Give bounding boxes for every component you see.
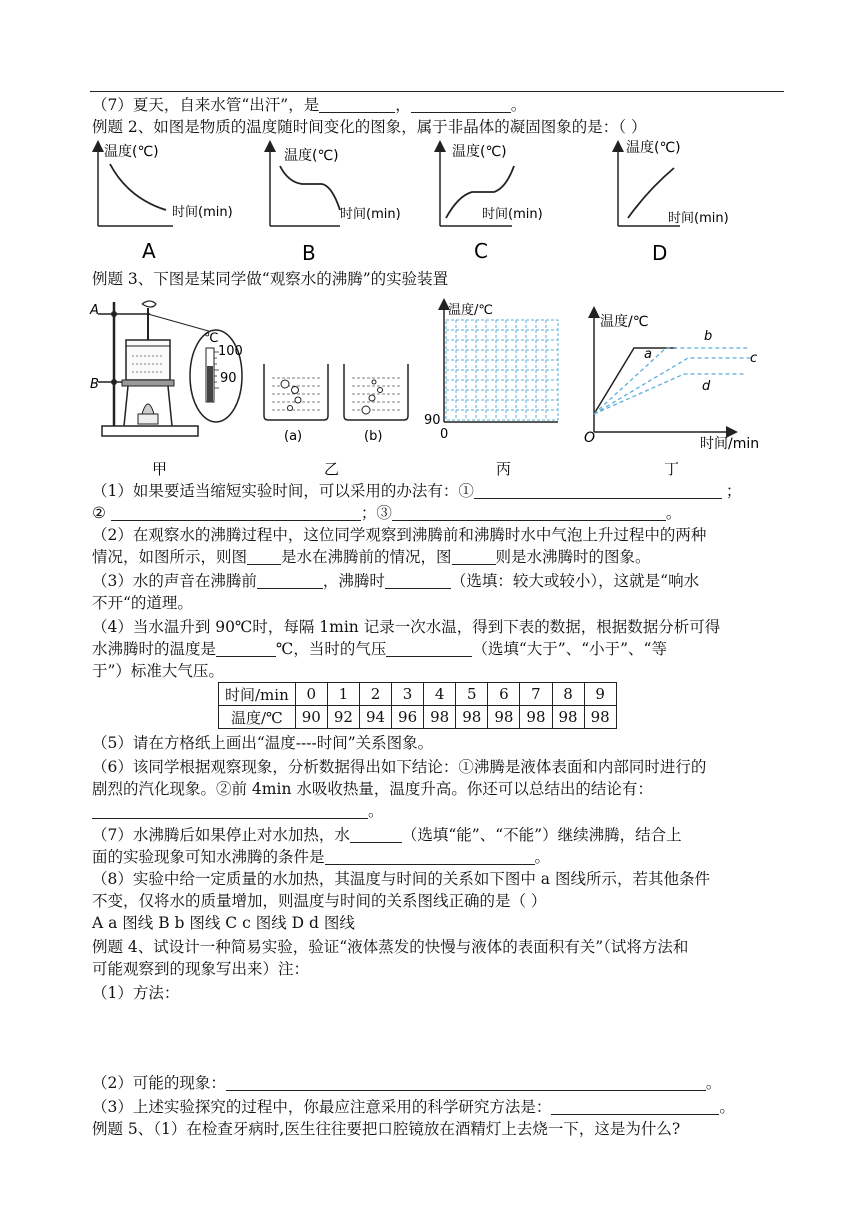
- ding-x-label: 时间/min: [700, 436, 760, 452]
- table-cell: 92: [327, 706, 359, 729]
- answer-blank[interactable]: [392, 504, 666, 521]
- q3-text-2: ，沸腾时: [322, 572, 385, 590]
- table-cell: 5: [456, 683, 488, 706]
- period: 。: [719, 1098, 735, 1116]
- y-label: 温度(℃): [626, 140, 681, 156]
- q8-line-b: 不变，仅将水的质量增加，则温度与时间的关系图线正确的是（ ）: [92, 892, 547, 910]
- y-label: 温度(℃): [452, 144, 507, 160]
- line-a: [594, 348, 676, 414]
- beaker-b-label: (b): [364, 429, 383, 444]
- figure-ding-lines: [584, 312, 759, 478]
- period: 。: [705, 1074, 722, 1092]
- answer-blank[interactable]: [411, 96, 511, 113]
- answer-blank[interactable]: [111, 504, 361, 521]
- table-cell: 96: [392, 706, 424, 729]
- x-label: 时间(min): [340, 207, 401, 222]
- circled-2: ②: [92, 504, 106, 522]
- semicolon: ；: [725, 482, 742, 500]
- answer-blank[interactable]: [247, 548, 281, 565]
- answer-blank[interactable]: [216, 640, 276, 657]
- y-label: 温度(℃): [104, 144, 159, 160]
- line-d: [594, 374, 746, 414]
- q7-top-text: （7）夏天，自来水管“出汗”，是: [92, 96, 320, 114]
- q4-text-2: ℃，当时的气压: [276, 640, 387, 658]
- thermo-90: 90: [220, 371, 237, 386]
- figure-label: 乙: [324, 460, 340, 478]
- period: 。: [510, 96, 527, 114]
- figure-label: 甲: [152, 460, 168, 478]
- q6-line-a: （6）该同学根据观察现象，分析数据得出如下结论：①沸腾是液体表面和内部同时进行的: [92, 758, 707, 776]
- table-cell: 8: [552, 683, 584, 706]
- q7-text-3: 面的实验现象可知水沸腾的条件是: [92, 848, 325, 866]
- q3-text-1: （3）水的声音在沸腾前: [92, 572, 257, 590]
- table-cell: 98: [552, 706, 584, 729]
- q3-line-b: 不开“的道理。: [92, 594, 193, 612]
- table-cell: 2: [359, 683, 391, 706]
- circled-3: ；③: [360, 504, 392, 522]
- table-cell: 时间/min: [219, 683, 296, 706]
- q4-line-b: [92, 638, 792, 660]
- q7-line-b: [92, 846, 792, 868]
- example5-question: 例题 5、（1）在检查牙病时,医生往往要把口腔镜放在酒精灯上去烧一下，这是为什么?: [92, 1120, 681, 1138]
- table-cell: 98: [424, 706, 456, 729]
- table-cell: 0: [295, 683, 327, 706]
- example3-intro: 例题 3、下图是某同学做“观察水的沸腾”的实验装置: [92, 270, 449, 288]
- example4-method-note: [92, 1096, 792, 1118]
- q1-line-a: [92, 480, 792, 502]
- answer-blank[interactable]: [386, 640, 472, 657]
- grid-y0: 90: [424, 413, 441, 428]
- q1-line-b: [92, 502, 792, 524]
- x-label: 时间(min): [172, 205, 233, 220]
- line-b: [594, 348, 748, 414]
- option-letter: D: [652, 241, 668, 265]
- table-cell: 90: [295, 706, 327, 729]
- figure-bing-grid: [424, 302, 558, 478]
- q2-text-3: 则是水沸腾时的图象。: [495, 548, 651, 566]
- table-cell: 98: [488, 706, 520, 729]
- graph-c: [440, 143, 543, 263]
- table-cell: 7: [520, 683, 552, 706]
- q2-text-1: 情况，如图所示，则图: [92, 548, 248, 566]
- example4-phenomenon: [92, 1072, 792, 1094]
- line-c: [594, 358, 752, 414]
- table-row: [219, 683, 617, 706]
- figure-label: 丙: [496, 460, 512, 478]
- example3-figures: [88, 292, 788, 482]
- graph-d: [618, 139, 729, 265]
- beaker-a-label: (a): [284, 429, 303, 444]
- table-cell: 4: [424, 683, 456, 706]
- figure-jia-apparatus: [89, 301, 243, 478]
- table-cell: 3: [392, 683, 424, 706]
- y-label: 温度(℃): [284, 148, 339, 164]
- figure-label: 丁: [664, 460, 680, 478]
- q6-line-c: [92, 800, 792, 822]
- table-cell: 98: [456, 706, 488, 729]
- q8-options: A a 图线 B b 图线 C c 图线 D d 图线: [92, 914, 355, 932]
- q4-text-1: 水沸腾时的温度是: [92, 640, 217, 658]
- example4-line-b: 可能观察到的现象写出来）注：: [92, 960, 310, 978]
- q4-line-c: 于”）标准大气压。: [92, 662, 224, 680]
- grid-lines: [446, 320, 558, 420]
- q2-line-a: （2）在观察水的沸腾过程中，这位同学观察到沸腾前和沸腾时水中气泡上升过程中的两种: [92, 526, 707, 544]
- answer-blank[interactable]: [350, 826, 402, 843]
- option-letter: B: [302, 241, 316, 265]
- q2-text-2: 是水在沸腾前的情况，图: [281, 548, 452, 566]
- q7-text-1: （7）水沸腾后如果停止对水加热，水: [92, 826, 350, 844]
- example2-graphs: [88, 138, 768, 266]
- example4-line-a: 例题 4、试设计一种简易实验，验证“液体蒸发的快慢与液体的表面积有关”（试将方法和: [92, 938, 689, 956]
- figure-yi-beakers: [264, 364, 408, 478]
- answer-blank[interactable]: [325, 848, 535, 865]
- answer-blank[interactable]: [226, 1074, 706, 1091]
- thermo-100: 100: [218, 344, 243, 359]
- q6-line-b: 剧烈的汽化现象。②前 4min 水吸收热量，温度升高。你还可以总结出的结论有：: [92, 780, 653, 798]
- data-table: [218, 682, 617, 729]
- table-cell: 温度/℃: [219, 706, 296, 729]
- graph-b: [270, 146, 401, 265]
- phenomenon-label: （2）可能的现象：: [92, 1074, 226, 1092]
- example2-question: 例题 2、如图是物质的温度随时间变化的图象，属于非晶体的凝固图象的是：（ ）: [92, 118, 647, 136]
- option-letter: A: [142, 239, 156, 263]
- q2-line-b: [92, 546, 792, 568]
- thermo-unit: ℃: [204, 331, 219, 346]
- table-cell: 9: [584, 683, 616, 706]
- answer-blank[interactable]: [92, 802, 368, 819]
- example4-method: （1）方法：: [92, 984, 180, 1002]
- table-cell: 94: [359, 706, 391, 729]
- grid-x0: 0: [440, 427, 449, 442]
- q3-line-a: [92, 570, 792, 592]
- curve-label-b: b: [704, 329, 713, 344]
- top-rule: [90, 91, 784, 92]
- separator: ，: [395, 96, 411, 114]
- curve-label-d: d: [702, 379, 711, 394]
- answer-blank[interactable]: [474, 482, 722, 499]
- x-label: 时间(min): [482, 207, 543, 222]
- q5-line: （5）请在方格纸上画出“温度----时间”关系图象。: [92, 734, 434, 752]
- q1-text: （1）如果要适当缩短实验时间，可以采用的办法有：①: [92, 482, 474, 500]
- table-cell: 6: [488, 683, 520, 706]
- q7-text-2: （选填“能”、“不能”）继续沸腾，结合上: [401, 826, 682, 844]
- method-label: （3）上述实验探究的过程中，你最应注意采用的科学研究方法是：: [92, 1098, 552, 1116]
- table-row: [219, 706, 617, 729]
- answer-blank[interactable]: [385, 572, 451, 589]
- period: 。: [534, 848, 551, 866]
- q7-line-a: [92, 824, 792, 846]
- answer-blank[interactable]: [452, 548, 496, 565]
- ding-y-label: 温度/℃: [600, 314, 649, 330]
- answer-blank[interactable]: [257, 572, 323, 589]
- curve-b: [280, 166, 340, 210]
- answer-blank[interactable]: [319, 96, 395, 113]
- label-b-point: B: [90, 377, 99, 392]
- x-label: 时间(min): [668, 211, 729, 226]
- period: 。: [665, 504, 682, 522]
- ding-origin: O: [584, 430, 596, 446]
- grid-y-label: 温度/℃: [448, 303, 493, 318]
- table-cell: 1: [327, 683, 359, 706]
- q3-text-3: （选填：较大或较小），这就是“响水: [450, 572, 700, 590]
- curve-label-c: c: [750, 351, 758, 366]
- period: 。: [368, 802, 384, 820]
- burner-icon: [142, 404, 154, 414]
- curve-a: [110, 164, 166, 210]
- graph-a: [98, 143, 233, 263]
- q4-text-3: （选填“大于”、“小于”、“等: [472, 640, 667, 658]
- q8-line-a: （8）实验中给一定质量的水加热，其温度与时间的关系如下图中 a 图线所示，若其他条件: [92, 870, 710, 888]
- curve-label-a: a: [644, 347, 652, 362]
- table-cell: 98: [520, 706, 552, 729]
- option-letter: C: [474, 239, 488, 263]
- q4-line-a: （4）当水温升到 90℃时，每隔 1min 记录一次水温，得到下表的数据，根据数据分析可得: [92, 618, 721, 636]
- table-cell: 98: [584, 706, 616, 729]
- answer-blank[interactable]: [551, 1098, 719, 1115]
- label-a-point: A: [90, 303, 99, 318]
- q7-top-line: [92, 94, 792, 116]
